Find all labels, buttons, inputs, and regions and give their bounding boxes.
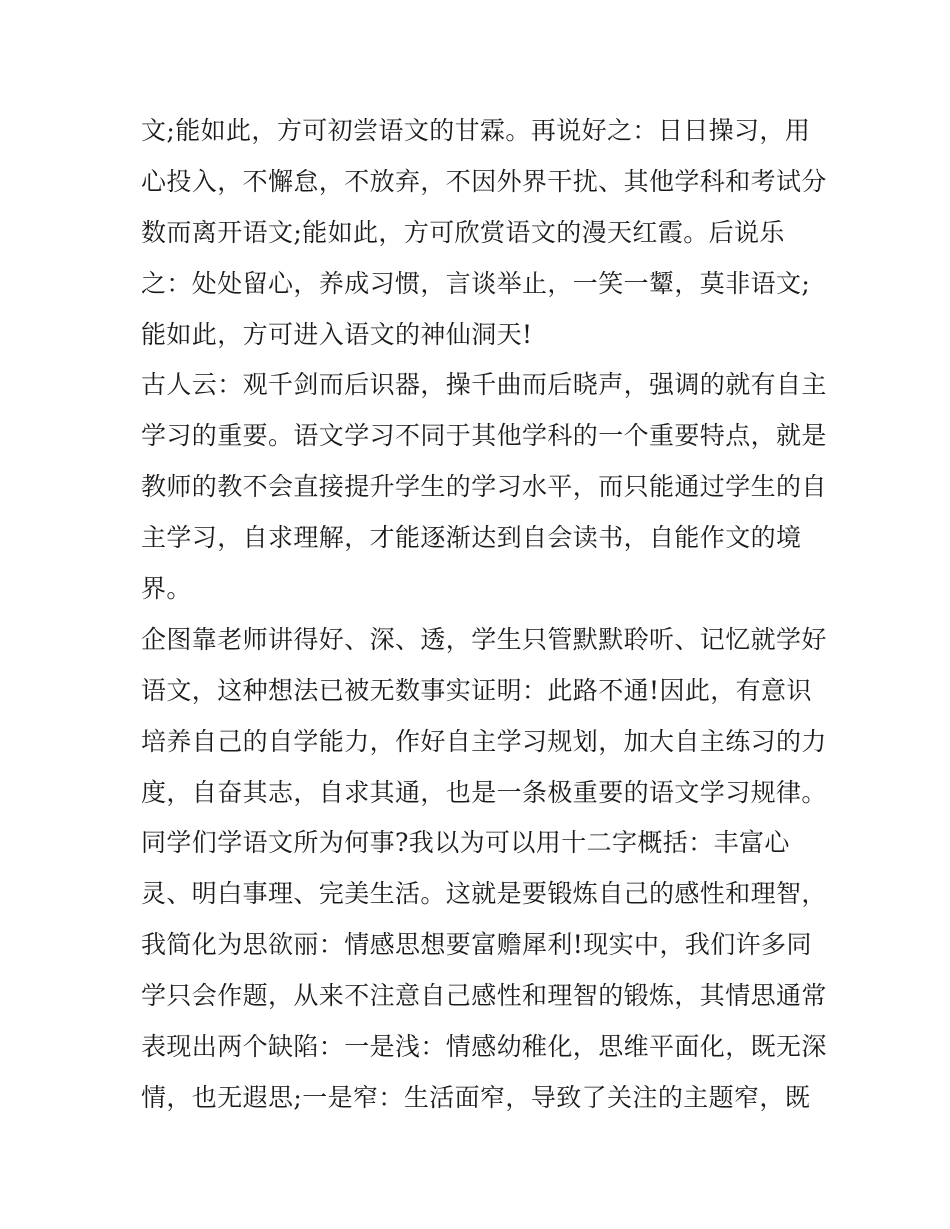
text-line: 之：处处留心，养成习惯，言谈举止，一笑一颦，莫非语文;	[141, 268, 811, 298]
text-line: 语文，这种想法已被无数事实证明：此路不通!因此，有意识	[141, 675, 812, 705]
text-line: 灵、明白事理、完美生活。这就是要锻炼自己的感性和理智，	[141, 879, 827, 909]
text-line: 教师的教不会直接提升学生的学习水平，而只能通过学生的自	[141, 472, 827, 502]
text-line: 我简化为思欲丽：情感思想要富赡犀利!现实中，我们许多同	[141, 930, 812, 960]
text-line: 文;能如此，方可初尝语文的甘霖。再说好之：日日操习，用	[141, 116, 811, 145]
text-line: 主学习，自求理解，才能逐渐达到自会读书，自能作文的境	[141, 523, 802, 553]
text-line: 培养自己的自学能力，作好自主学习规划，加大自主练习的力	[141, 726, 827, 756]
text-line: 学只会作题，从来不注意自己感性和理智的锻炼，其情思通常	[141, 981, 827, 1011]
text-line: 数而离开语文;能如此，方可欣赏语文的漫天红霞。后说乐	[141, 217, 785, 247]
body-text	[141, 106, 831, 1124]
text-line: 界。	[141, 574, 192, 604]
text-line: 表现出两个缺陷：一是浅：情感幼稚化，思维平面化，既无深	[141, 1032, 827, 1062]
text-line: 心投入，不懈怠，不放弃，不因外界干扰、其他学科和考试分	[141, 166, 827, 196]
text-line: 同学们学语文所为何事?我以为可以用十二字概括：丰富心	[141, 828, 790, 858]
text-line: 古人云：观千剑而后识器，操千曲而后晓声，强调的就有自主	[141, 370, 827, 400]
text-line: 情，也无遐思;一是窄：生活面窄，导致了关注的主题窄，既	[141, 1082, 811, 1112]
text-line: 度，自奋其志，自求其通，也是一条极重要的语文学习规律。	[141, 777, 827, 807]
text-line: 企图靠老师讲得好、深、透，学生只管默默聆听、记忆就学好	[141, 624, 827, 654]
text-line: 学习的重要。语文学习不同于其他学科的一个重要特点，就是	[141, 421, 827, 451]
text-line: 能如此，方可进入语文的神仙洞天!	[141, 319, 533, 349]
